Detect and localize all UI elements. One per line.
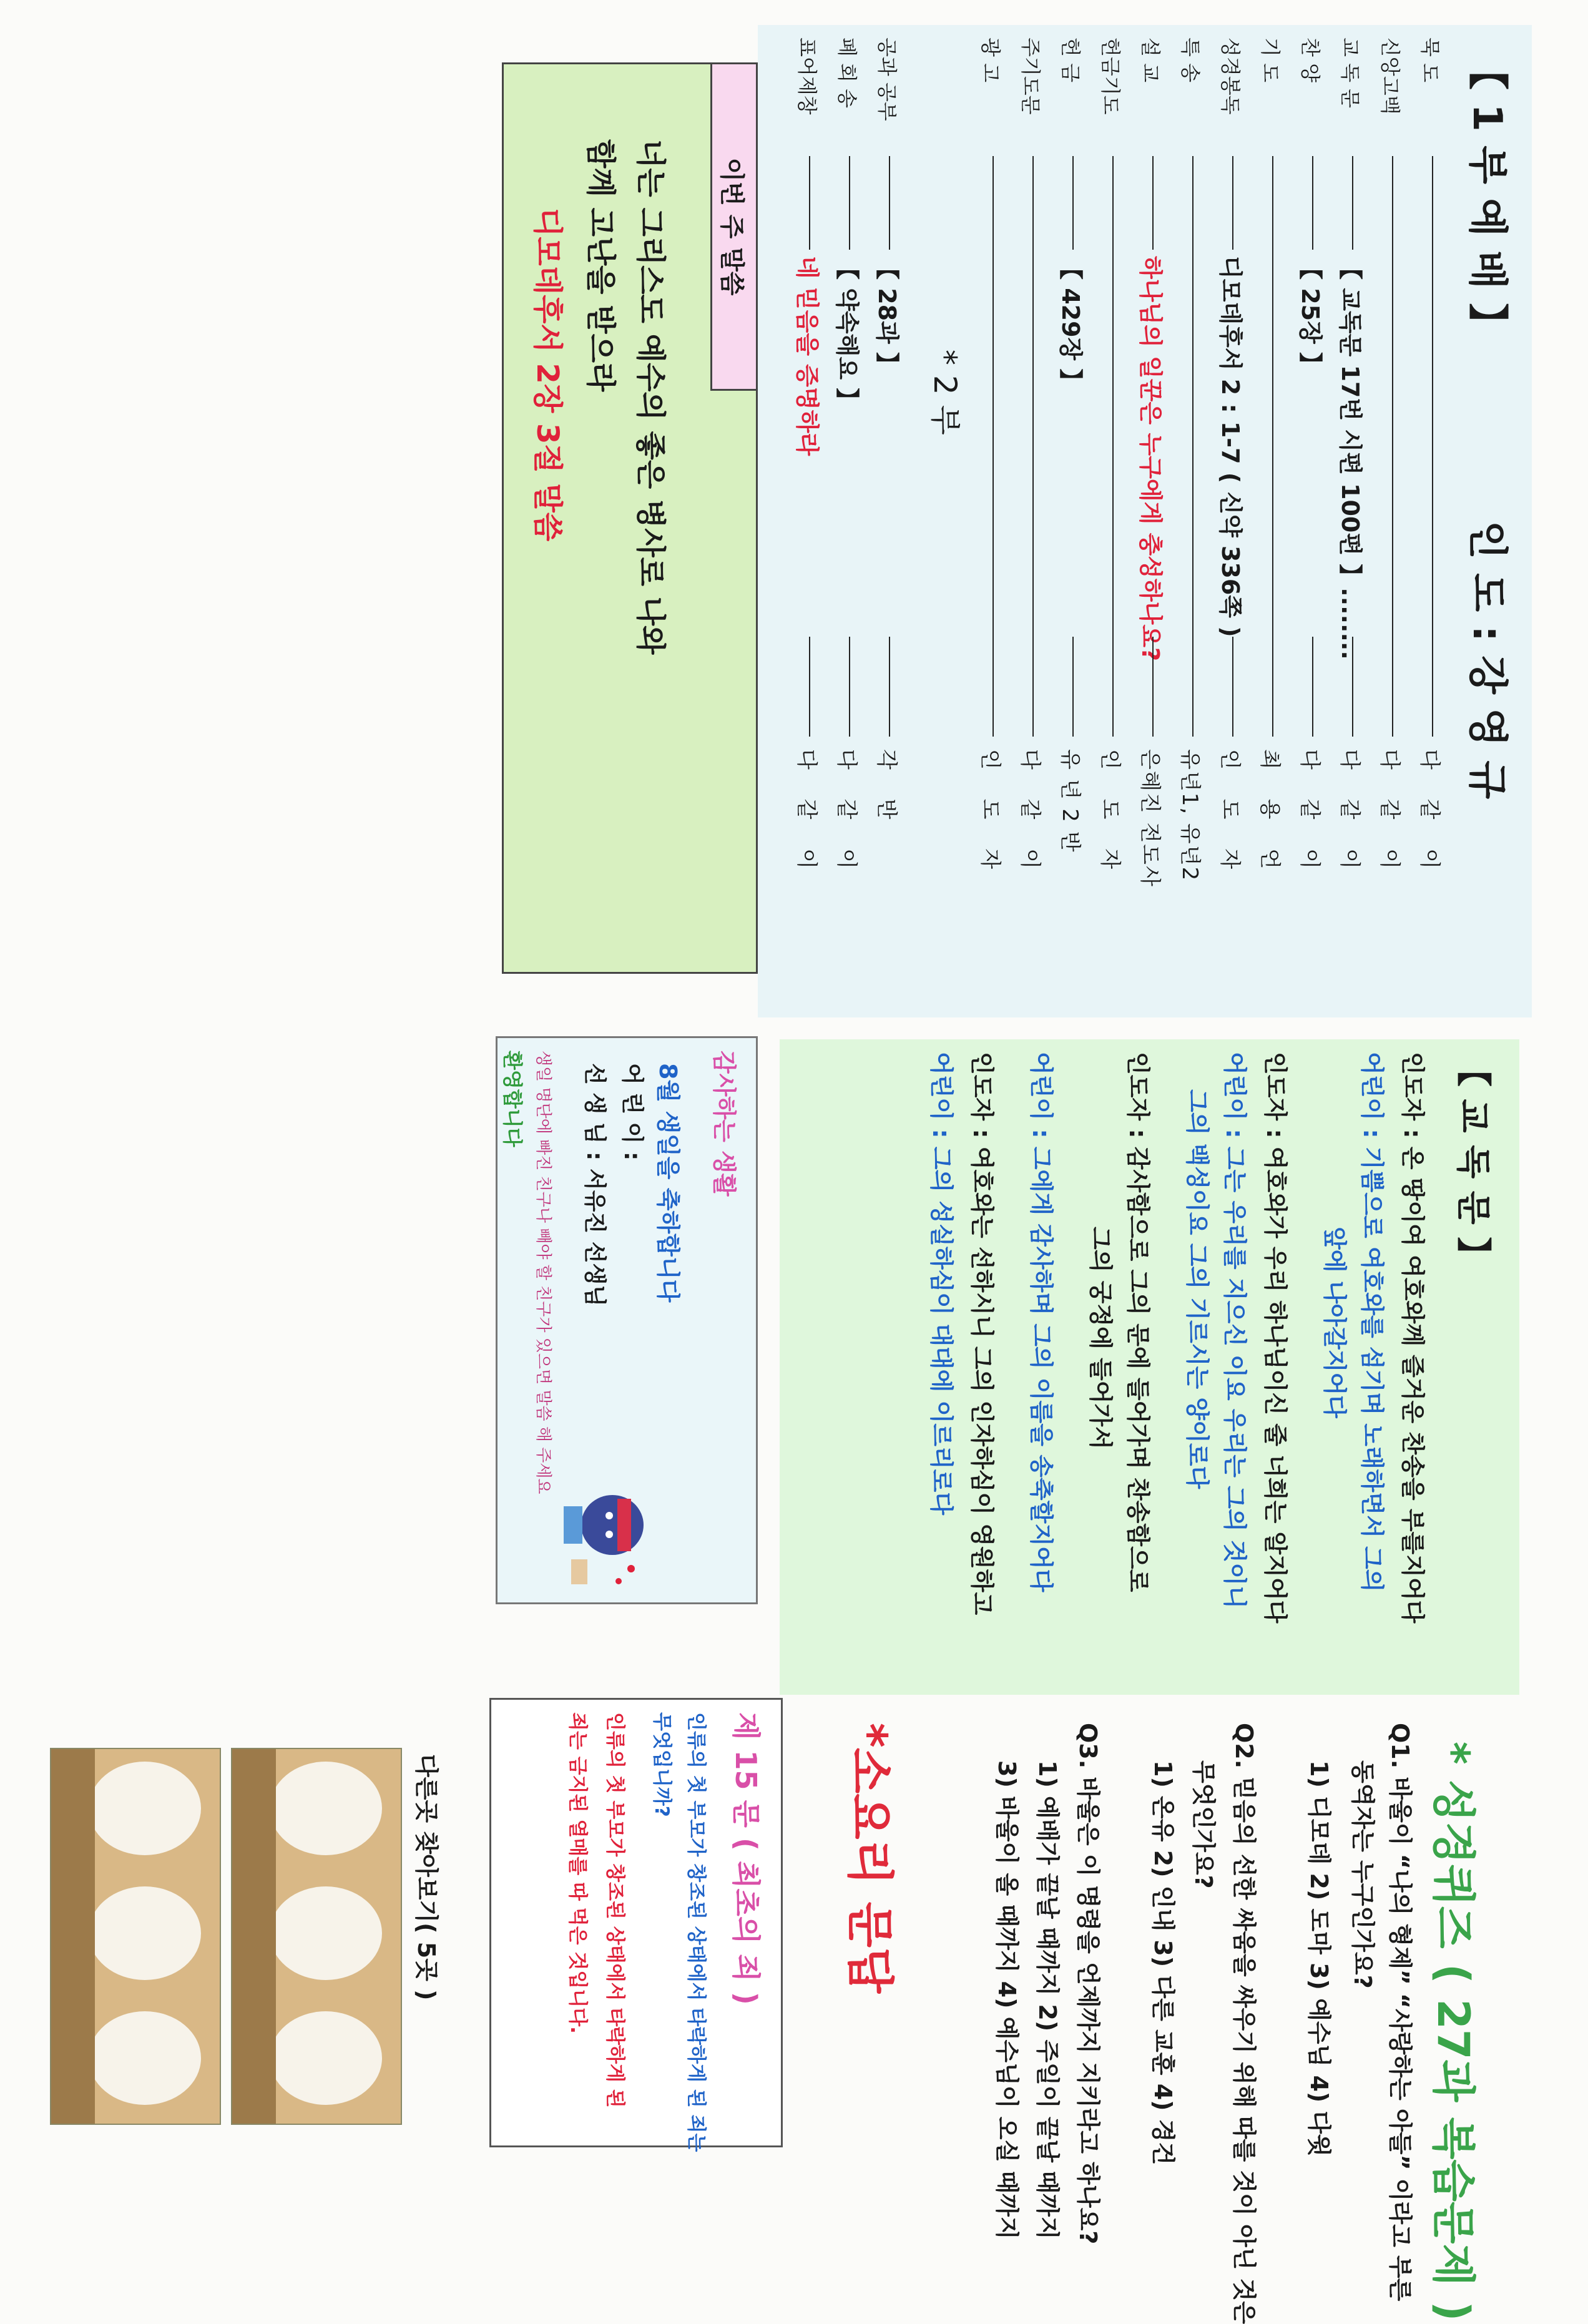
order-row (1293, 37, 1337, 999)
order-row-person: 최 용 언 (1257, 749, 1282, 881)
order-row-dash (1072, 637, 1074, 737)
reading-line-leader: 인도자 : 온 땅이여 여호와께 즐거운 찬송을 부를지어다 (1399, 1052, 1426, 1624)
order-row-dash (849, 156, 850, 250)
order-row-detail: 【 약속해요 】 (833, 256, 861, 412)
order-row-person: 다 같 이 (1377, 749, 1402, 881)
order-row-dash (992, 156, 994, 737)
catechism-question-1: 인류의 첫 부모가 창조된 상태에서 타락하게 된 죄는 (685, 1712, 707, 2152)
reading-line-child: 그의 백성이요 그의 기르시는 양이로다 (1184, 1089, 1211, 1489)
part1-title: 【 1 부 예 배 】 (1464, 50, 1510, 343)
order-row-person: 인 도 자 (1097, 749, 1122, 881)
reading-line-child: 어린이 : 그의 성실하심이 대대에 이르리로다 (928, 1052, 955, 1516)
quiz-q3-options-b: 3) 바울이 올 때까지 4) 예수님이 오실 때까지 (993, 1760, 1021, 2240)
order-row-dash (1392, 156, 1393, 737)
quiz-q1-cont: 동역자는 누구인가요? (1349, 1760, 1376, 1989)
order-row-dash (1232, 637, 1233, 737)
order-row-dash (1352, 156, 1353, 250)
order-row-detail: 【 28과 】 (873, 256, 901, 376)
find-differences-section (46, 1748, 446, 2135)
order-row-dash (889, 637, 890, 737)
picture-floor (232, 1749, 276, 2124)
birthday-note: 생일 명단에 빠진 친구나 빼야 할 친구가 있으면 말씀 해 주세요 (534, 1051, 552, 1494)
order-row-label: 폐 회 송 (835, 37, 859, 109)
worship-order-header (1462, 50, 1519, 799)
quiz-q2-options: 1) 온유 2) 인내 3) 다른 교훈 4) 경건 (1149, 1760, 1177, 2165)
order-row-person: 다 같 이 (834, 749, 859, 881)
birthday-heading: 8월 생일을 축하합니다 (654, 1063, 682, 1303)
reading-line-leader: 그의 궁정에 들어가서 (1087, 1227, 1114, 1449)
picture-bubble (270, 1886, 382, 1980)
quiz-q3: Q3. 바울은 이 명령을 언제까지 지키라고 하나요? (1074, 1723, 1102, 2245)
part2-title: * 2 부 (927, 350, 963, 435)
catechism-question-2: 무엇입니까? (650, 1712, 673, 1817)
order-row (870, 37, 914, 999)
order-row-label: 기 도 (1258, 37, 1282, 82)
order-row-dash (849, 637, 850, 737)
quiz-q2-cont: 무엇인가요? (1190, 1760, 1217, 1889)
verse-line-2: 함께 고난을 받으라 (583, 139, 618, 392)
picture-floor (51, 1749, 95, 2124)
quiz-q2: Q2. 믿음의 선한 싸움을 싸우기 위해 따를 것이 아닌 것은 (1230, 1723, 1258, 2324)
reading-line-child: 앞에 나아갈지어다 (1321, 1227, 1348, 1418)
order-row-label: 헌 금 (1059, 37, 1082, 82)
responsive-reading-title: 【 교 독 문 】 (1453, 1052, 1493, 1272)
catechism-box (489, 1698, 783, 2152)
order-row-dash (1272, 156, 1273, 737)
weekly-verse-box (502, 62, 758, 974)
order-row-person: 인 도 자 (978, 749, 1002, 881)
order-row-dash (1072, 156, 1074, 250)
order-row-detail: 하나님의 일꾼은 누구에게 충성하나요? (1137, 256, 1164, 662)
order-row-dash (809, 637, 810, 737)
order-row-person: 다 같 이 (794, 749, 819, 881)
bible-quiz-title: * 성경퀴즈 ( 27과 복습문제 ) (1428, 1742, 1479, 2322)
quiz-q1-options: 1) 디모데 2) 도마 3) 예수님 4) 다윗 (1305, 1760, 1333, 2157)
order-row-detail: 【 25장 】 (1296, 256, 1324, 376)
picture-bubble (89, 1762, 201, 1855)
order-row-person: 다 같 이 (1417, 749, 1442, 881)
reading-line-child: 어린이 : 그에게 감사하며 그의 이름을 송축할지어다 (1027, 1052, 1055, 1592)
order-row-dash (1312, 156, 1313, 250)
difference-picture-2 (50, 1748, 221, 2125)
catechism-number: 제 15 문 ( 최초의 죄 ) (729, 1712, 763, 2005)
order-row-label: 주기도문 (1019, 37, 1042, 115)
order-row-label: 설 교 (1139, 37, 1162, 82)
order-row-person: 은혜진 전도사 (1137, 749, 1162, 888)
catechism-title: *소요리 문답 (842, 1723, 898, 1994)
order-row-dash (809, 156, 810, 250)
order-row (1333, 37, 1377, 999)
order-row-person: 유년1, 유년2 (1177, 749, 1202, 882)
difference-picture-1 (231, 1748, 402, 2125)
welcome-text: 환영합니다 (501, 1051, 524, 1147)
order-row-dash (1232, 156, 1233, 250)
picture-bubble (270, 1762, 382, 1855)
reading-line-leader: 인도자 : 감사함으로 그의 문에 들어가며 찬송함으로 (1124, 1052, 1152, 1592)
order-row-label: 공과 공부 (875, 37, 899, 121)
order-row (1134, 37, 1177, 999)
worship-order-panel (758, 25, 1532, 1017)
order-row (790, 37, 834, 999)
order-row-dash (1312, 637, 1313, 737)
order-row-detail: 【 교독문 17번 시편 100편 】........ (1336, 256, 1364, 660)
order-row-label: 찬 양 (1298, 37, 1322, 82)
order-row-dash (1192, 156, 1193, 737)
order-row-dash (1152, 156, 1154, 250)
reading-line-child: 어린이 : 그는 우리를 지으신 이요 우리는 그의 것이니 (1221, 1052, 1248, 1609)
reading-line-leader: 인도자 : 여호와는 선하시니 그의 인자하심이 영원하고 (968, 1052, 996, 1616)
reading-line-leader: 인도자 : 여호와가 우리 하나님이신 줄 너희는 알지어다 (1262, 1052, 1289, 1624)
order-row-dash (1432, 156, 1433, 737)
order-row-label: 묵 도 (1418, 37, 1442, 82)
order-row-detail: 네 믿음을 증명하라 (793, 256, 821, 456)
weekly-verse-title: 이번 주 말씀 (710, 64, 756, 391)
order-row (1014, 37, 1057, 999)
birthday-character-icon (556, 1488, 656, 1594)
order-row-dash (1352, 637, 1353, 737)
responsive-reading-panel (780, 1039, 1519, 1695)
find-differences-title: 다른곳 찾아보기( 5곳 ) (413, 1754, 440, 2001)
order-row-label: 광 고 (979, 37, 1002, 82)
leader-name: 인 도 : 강 영 규 (1464, 520, 1510, 800)
order-row-label: 성경봉독 (1218, 37, 1242, 115)
birthday-teacher: 선 생 님 : 서유진 선생님 (582, 1063, 607, 1307)
order-row-person: 각 반 (874, 749, 899, 831)
order-row-dash (1112, 156, 1114, 737)
order-row (830, 37, 874, 999)
order-row (1054, 37, 1097, 999)
order-row (1094, 37, 1137, 999)
order-row-person: 다 같 이 (1337, 749, 1362, 881)
order-row-dash (1032, 156, 1034, 737)
order-row-detail: 디모데후서 2 : 1-7 ( 신약 336쪽 ) (1217, 256, 1244, 637)
order-row-person: 다 같 이 (1017, 749, 1042, 881)
catechism-answer-2: 죄는 금지된 열매를 따 먹은 것입니다. (566, 1712, 589, 2034)
birthday-box-title: 감사하는 생활 (710, 1051, 738, 1197)
picture-bubble (270, 2011, 382, 2105)
order-row-detail: 【 429장 】 (1057, 256, 1084, 393)
order-row-person: 인 도 자 (1217, 749, 1242, 881)
order-row (1413, 37, 1457, 999)
picture-bubble (89, 1886, 201, 1980)
order-row-label: 신앙고백 (1378, 37, 1402, 115)
verse-line-1: 너는 그리스도 예수의 좋은 병사로 나와 (633, 139, 668, 655)
order-row-label: 헌금기도 (1099, 37, 1122, 115)
reading-line-child: 어린이 : 기쁨으로 여호와를 섬기며 노래하면서 그의 (1358, 1052, 1386, 1592)
catechism-answer-1: 인류의 첫 부모가 창조된 상태에서 타락하게 된 (604, 1712, 626, 2108)
order-row (1373, 37, 1417, 999)
order-row-label: 교 독 문 (1338, 37, 1362, 109)
order-row (1253, 37, 1297, 999)
order-row-dash (889, 156, 890, 250)
order-row-person: 다 같 이 (1297, 749, 1322, 881)
quiz-q3-options-a: 1) 예배가 끝날 때까지 2) 주일이 끝날 때까지 (1034, 1760, 1061, 2240)
birthday-box (496, 1036, 758, 1604)
verse-reference: 디모데후서 2장 3절 말씀 (530, 208, 565, 542)
order-row-label: 특 송 (1179, 37, 1202, 82)
order-row-label: 표어제창 (795, 37, 819, 115)
birthday-children-label: 어 린 이 : (619, 1063, 645, 1161)
order-row (1174, 37, 1217, 999)
quiz-q1: Q1. 바울이 “나의 형제” “사랑하는 아들” 이라고 부른 (1386, 1723, 1414, 2302)
picture-bubble (89, 2011, 201, 2105)
order-row (974, 37, 1017, 999)
order-row (1213, 37, 1257, 999)
order-row-person: 유 년 2 반 (1057, 749, 1082, 853)
order-row-dash (1152, 637, 1154, 737)
